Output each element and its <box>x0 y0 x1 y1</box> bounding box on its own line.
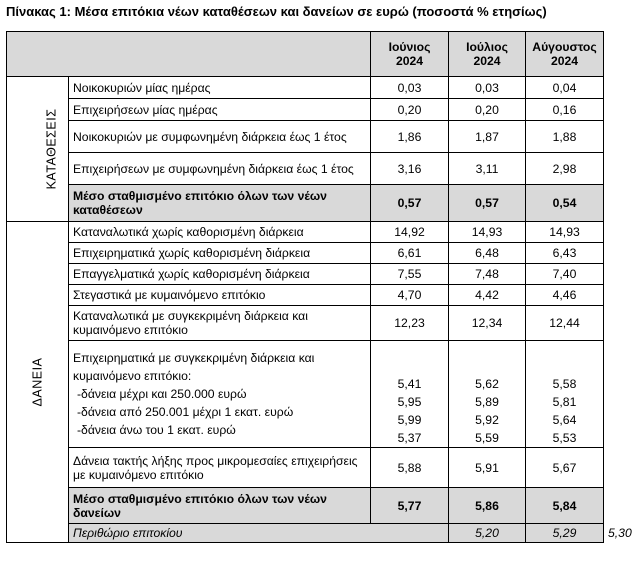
cell-value: 14,93 <box>526 222 604 243</box>
row-label: Μέσο σταθμισμένο επιτόκιο όλων των νέων καταθέσεων <box>69 185 371 222</box>
category-deposits: ΚΑΤΑΘΕΣΕΙΣ <box>7 77 69 222</box>
cell-value: 6,48 <box>449 243 526 264</box>
cell-value: 5,86 <box>449 488 526 524</box>
sub-row-label: -δάνεια από 250.001 μέχρι 1 εκατ. ευρώ <box>77 405 294 419</box>
header-row <box>7 32 604 77</box>
col-header-july: Ιούλιος 2024 <box>449 32 526 77</box>
cell-value: 14,92 <box>371 222 449 243</box>
row-label: Μέσο σταθμισμένο επιτόκιο όλων των νέων δανείων <box>69 488 371 524</box>
cell-value: 0,16 <box>526 99 604 121</box>
table-row <box>7 222 604 243</box>
cell-value: 5,77 <box>371 488 449 524</box>
cell-value: 12,23 <box>371 306 449 341</box>
cell-value: 5,91 <box>449 448 526 488</box>
table-row <box>7 99 604 121</box>
row-label: Καταναλωτικά με συγκεκριμένη διάρκεια και κυμαινόμενο επιτόκιο <box>69 306 371 341</box>
table-row <box>7 153 604 185</box>
cell-value: 0,57 <box>371 185 449 222</box>
cell-value: 12,34 <box>449 306 526 341</box>
col-header-june: Ιούνιος 2024 <box>371 32 449 77</box>
table-row <box>7 121 604 153</box>
cell-value: 5,67 <box>526 448 604 488</box>
cell-value: 7,48 <box>449 264 526 285</box>
row-label: Επαγγελματικά χωρίς καθορισμένη διάρκεια <box>69 264 371 285</box>
cell-value: 0,20 <box>449 99 526 121</box>
row-label: Επιχειρηματικά με συγκεκριμένη διάρκεια και κυμαινόμενο επιτόκιο: <box>73 351 315 383</box>
cell-value: 0,57 <box>449 185 526 222</box>
row-label: Δάνεια τακτής λήξης προς μικρομεσαίες επιχειρήσεις με κυμαινόμενο επιτόκιο <box>69 448 371 488</box>
cell-value: 7,40 <box>526 264 604 285</box>
cell-value: 1,88 <box>526 121 604 153</box>
row-label: Επιχειρήσεων με συμφωνημένη διάρκεια έως 1 έτος <box>69 153 371 185</box>
cell-value: 0,03 <box>371 77 449 99</box>
row-label: Νοικοκυριών μίας ημέρας <box>69 77 371 99</box>
table-row <box>7 264 604 285</box>
cell-value: 2,98 <box>526 153 604 185</box>
sme-loans-row <box>7 448 604 488</box>
cell-value: 0,03 <box>449 77 526 99</box>
header-blank <box>7 32 371 77</box>
business-loans-cell <box>69 341 371 448</box>
cell-value: 5,29 <box>526 524 604 543</box>
table-row <box>7 285 604 306</box>
cell-value: 14,93 <box>449 222 526 243</box>
cell-value: 6,43 <box>526 243 604 264</box>
row-label: Νοικοκυριών με συμφωνημένη διάρκεια έως 1 έτος <box>69 121 371 153</box>
table-row <box>7 77 604 99</box>
cell-value: 7,55 <box>371 264 449 285</box>
row-label: Στεγαστικά με κυμαινόμενο επιτόκιο <box>69 285 371 306</box>
cell-value: 5,20 <box>449 524 526 543</box>
cell-value: 5,88 <box>371 448 449 488</box>
table-row <box>7 306 604 341</box>
cell-value: 0,20 <box>371 99 449 121</box>
business-loans-row <box>7 341 604 448</box>
business-values-august: 5,58 5,81 5,64 5,53 <box>526 341 604 448</box>
cell-value: 1,86 <box>371 121 449 153</box>
business-values-july: 5,62 5,89 5,92 5,59 <box>449 341 526 448</box>
sub-row-label: -δάνεια μέχρι και 250.000 ευρώ <box>77 387 247 401</box>
cell-value: 12,44 <box>526 306 604 341</box>
deposits-total-row <box>7 185 604 222</box>
business-values-june: 5,41 5,95 5,99 5,37 <box>371 341 449 448</box>
cell-value: 4,42 <box>449 285 526 306</box>
table-title: Πίνακας 1: Μέσα επιτόκια νέων καταθέσεων και δανείων σε ευρώ (ποσοστά % ετησίως) <box>6 4 547 19</box>
table-row <box>7 243 604 264</box>
cell-value: 3,16 <box>371 153 449 185</box>
margin-row: Περιθώριο επιτοκίου 5,20 5,29 5,30 <box>7 524 604 543</box>
loans-total-row <box>7 488 604 524</box>
cell-value: 5,84 <box>526 488 604 524</box>
cell-value: 6,61 <box>371 243 449 264</box>
sub-row-label: -δάνεια άνω του 1 εκατ. ευρώ <box>77 423 236 437</box>
col-header-august: Αύγουστος 2024 <box>526 32 604 77</box>
row-label: Καταναλωτικά χωρίς καθορισμένη διάρκεια <box>69 222 371 243</box>
category-loans: ΔΑΝΕΙΑ <box>7 222 69 543</box>
interest-rates-table <box>6 31 632 543</box>
cell-value: 0,54 <box>526 185 604 222</box>
cell-value: 0,04 <box>526 77 604 99</box>
row-label: Επιχειρηματικά χωρίς καθορισμένη διάρκεια <box>69 243 371 264</box>
cell-value: 4,70 <box>371 285 449 306</box>
cell-value: 4,46 <box>526 285 604 306</box>
cell-value: 1,87 <box>449 121 526 153</box>
row-label: Επιχειρήσεων μίας ημέρας <box>69 99 371 121</box>
cell-value: 3,11 <box>449 153 526 185</box>
row-label: Περιθώριο επιτοκίου <box>69 524 449 543</box>
